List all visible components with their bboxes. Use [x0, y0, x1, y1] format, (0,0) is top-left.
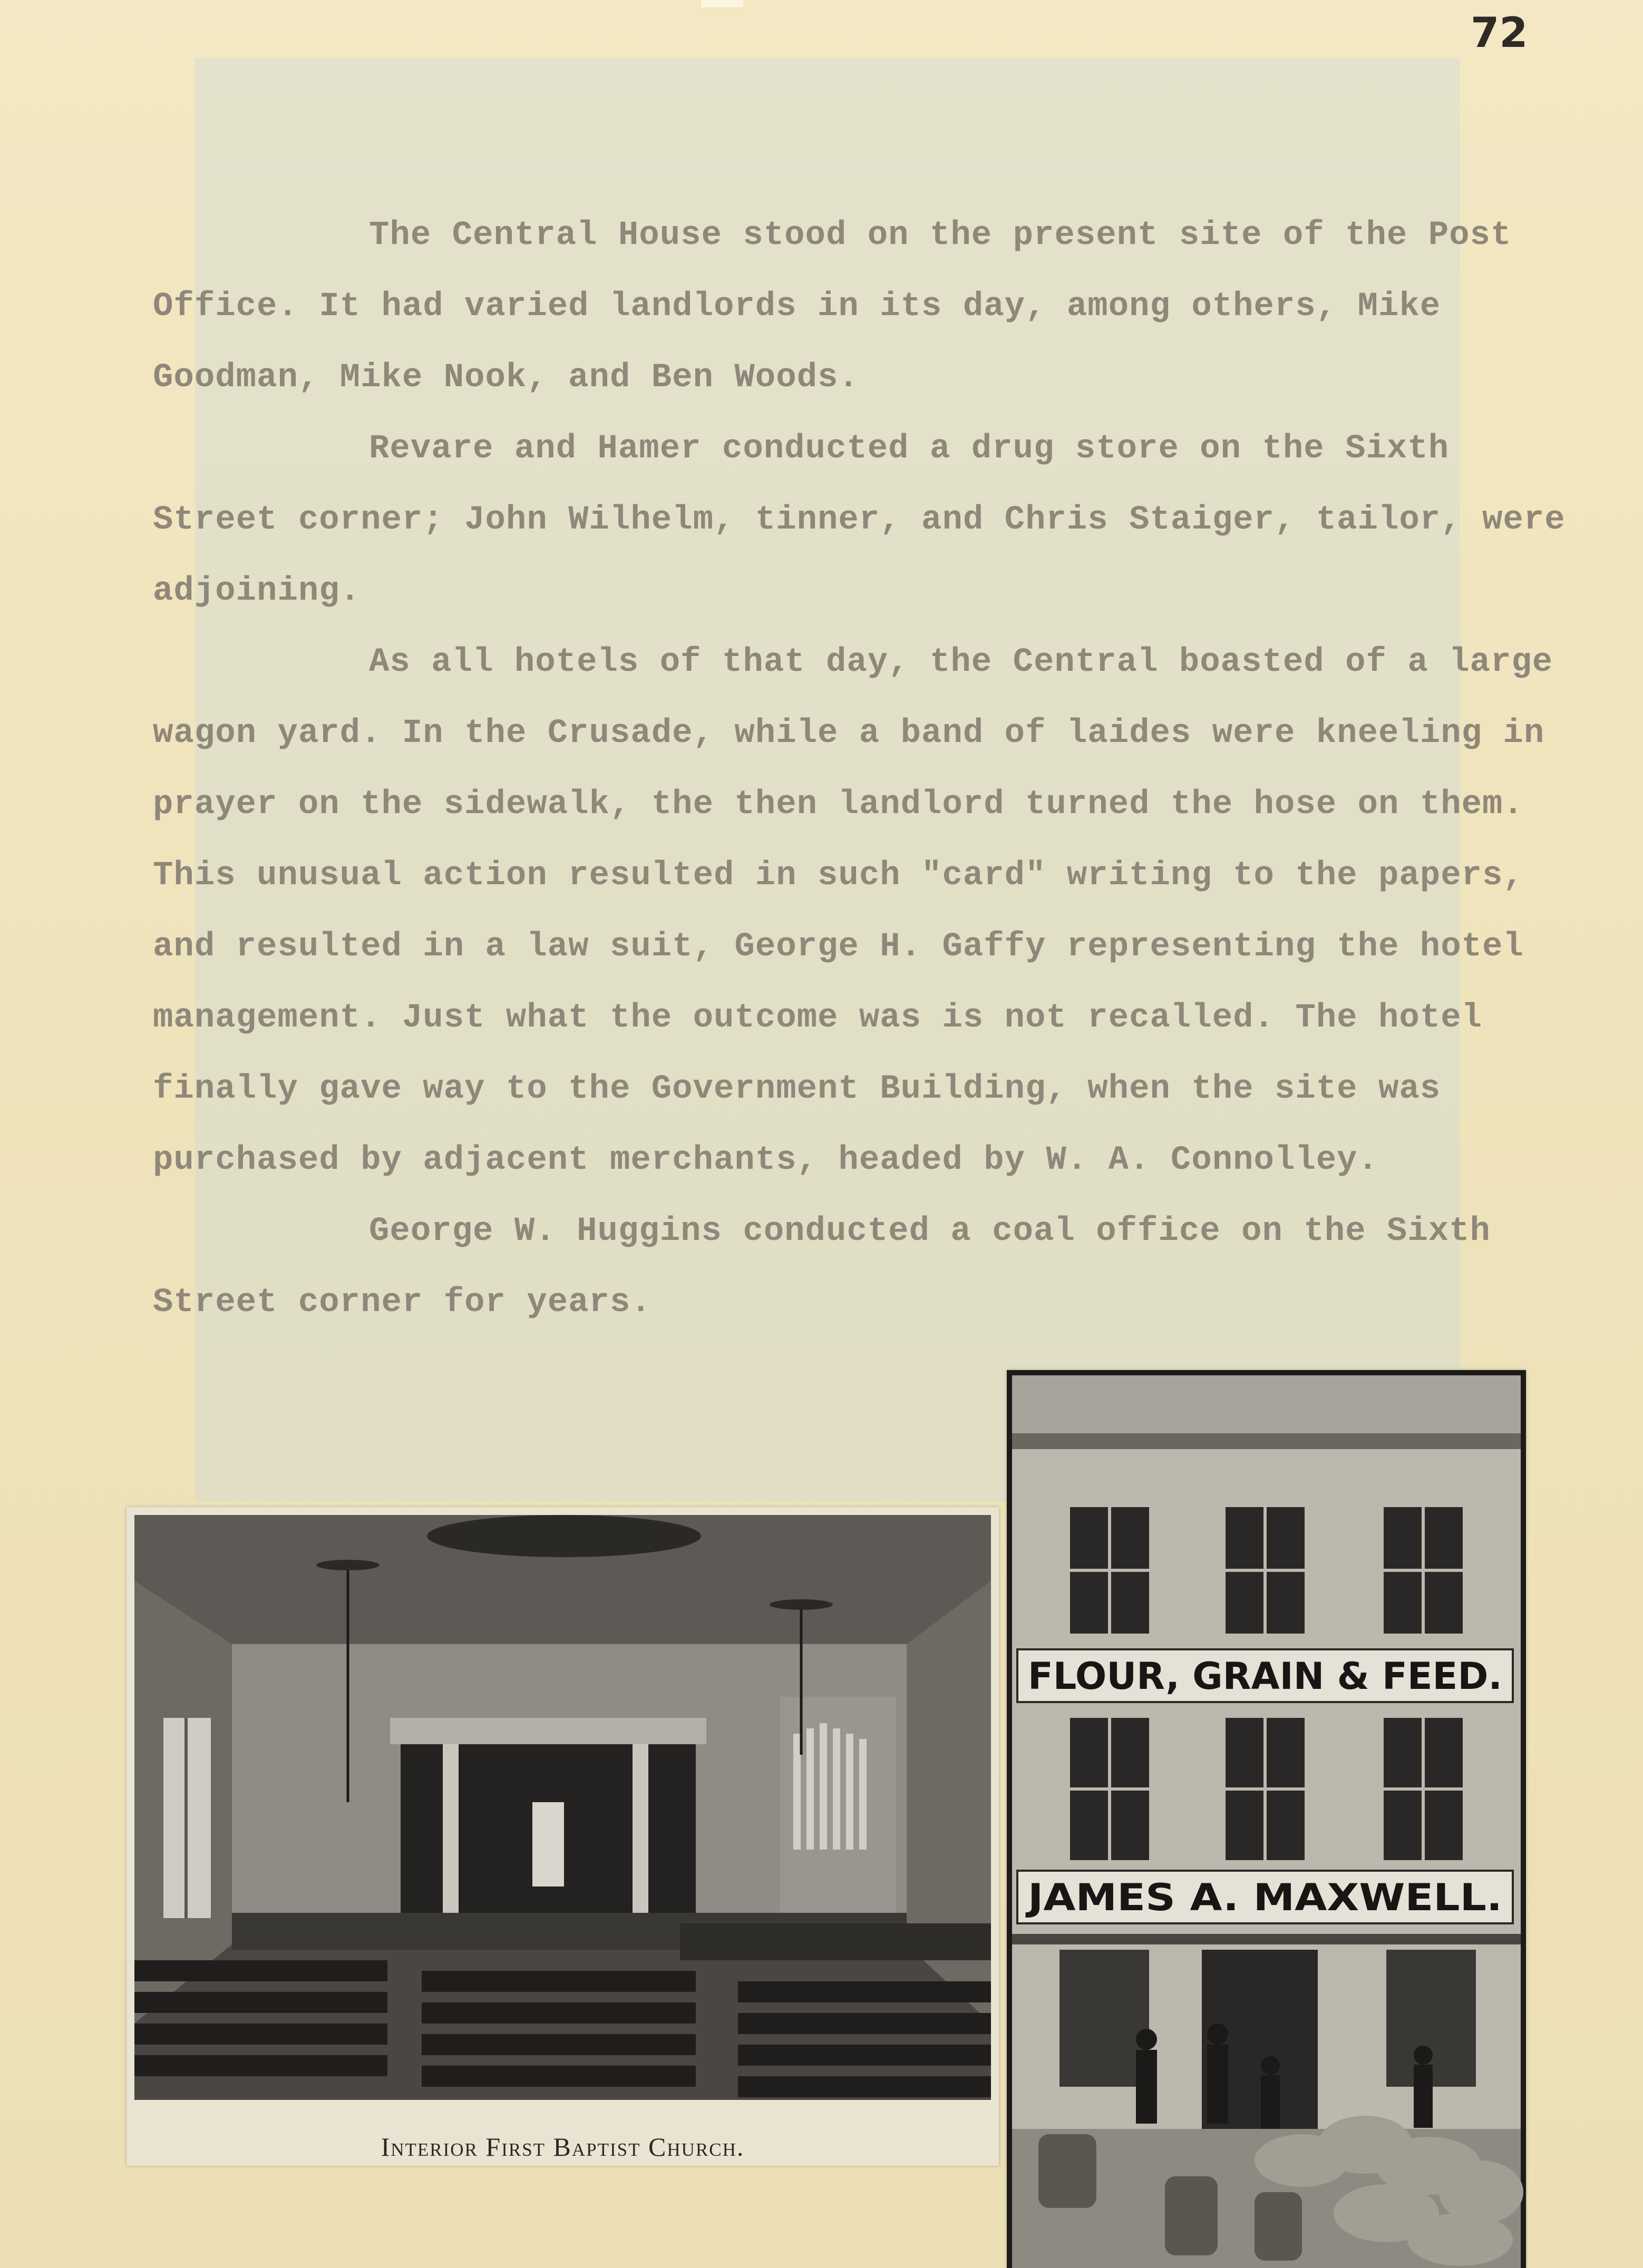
page-number: 72 — [1471, 9, 1528, 57]
store-photo — [1007, 1370, 1526, 2268]
church-clipping — [127, 1507, 999, 2166]
store-sign-bottom: JAMES A. MAXWELL. — [1025, 1876, 1502, 1919]
paragraph-4: George W. Huggins conducted a coal office on the Sixth Street corner for years. — [153, 1213, 1491, 1322]
paragraph-2: Revare and Hamer conducted a drug store on the Sixth Street corner; John Wilhelm, tinner, and Chris Staiger, tailor, were adjoining. — [153, 430, 1566, 610]
typed-text — [153, 200, 1566, 1338]
store-sign-top: FLOUR, GRAIN & FEED. — [1028, 1655, 1502, 1698]
paragraph-1: The Central House stood on the present site of the Post Office. It had varied landlords in its day, among others, Mike Goodman, Mike Nook, and Ben Woods. — [153, 217, 1512, 397]
church-caption: Interior First Baptist Church. — [381, 2132, 745, 2162]
torn-edge — [701, 0, 743, 7]
church-photo — [127, 1507, 999, 2103]
store-clipping — [1007, 1370, 1526, 2268]
paragraph-3: As all hotels of that day, the Central boasted of a large wagon yard. In the Crusade, while a band of laides were kneeling in prayer on the sidewalk, the then landlord turned the hose on them. This unusual action resulted in such "card" writing to the papers, and resulted in a law suit, George H. Gaffy representing the hotel management. Just what the outcome was is not recalled. The hotel finally gave way to the Government Building, when the site was purchased by adjacent merchants, headed by W. A. Connolley. — [153, 643, 1553, 1179]
